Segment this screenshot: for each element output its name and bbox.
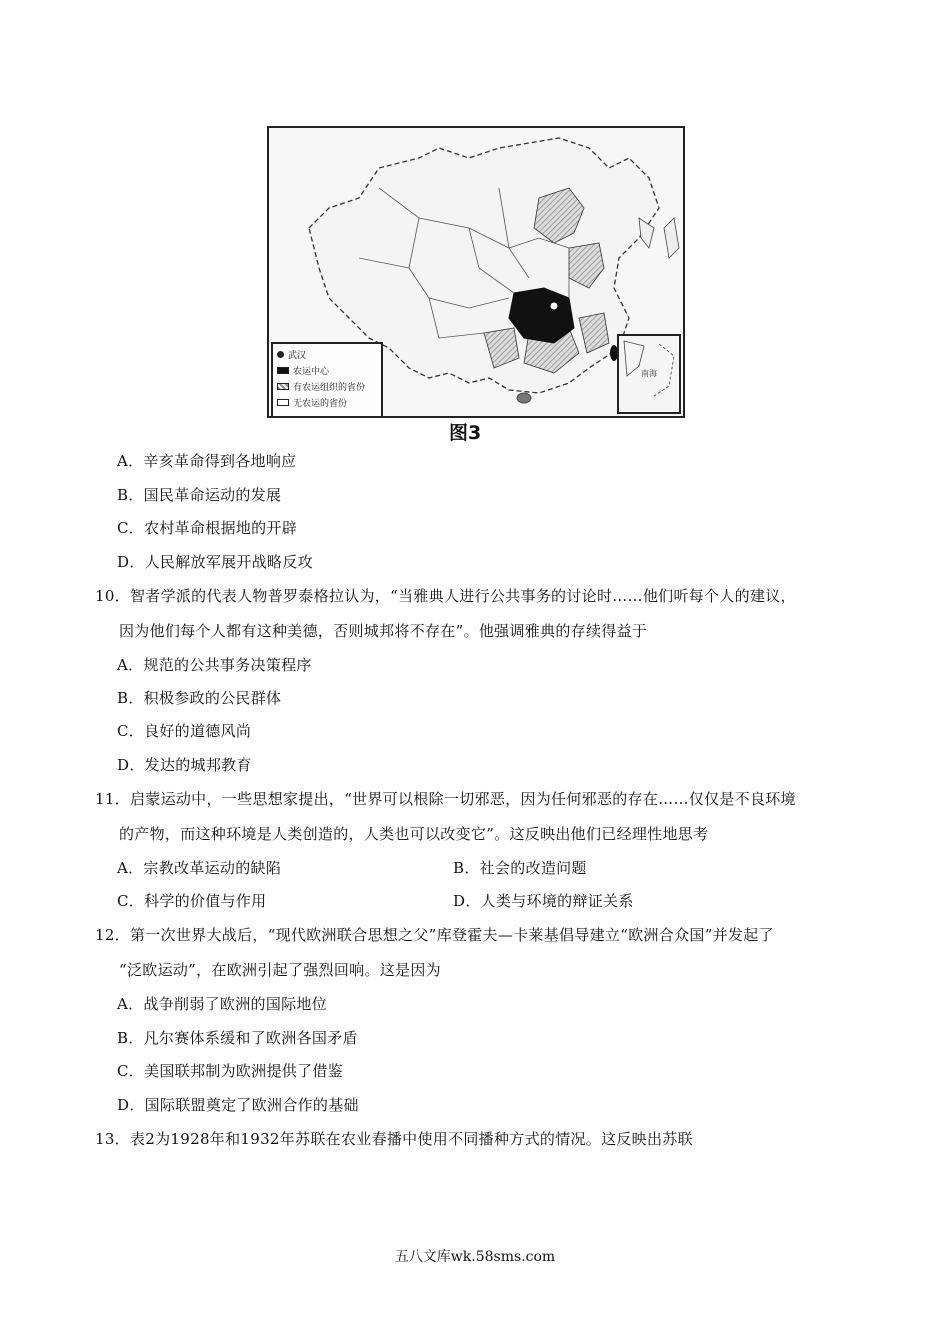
legend-item-wuhan (277, 348, 306, 360)
dot-icon (277, 351, 284, 358)
q12-stem-cont: “泛欧运动”，在欧洲引起了强烈回响。这是因为 (119, 961, 441, 979)
black-fill-icon (277, 367, 289, 374)
q10-option-d: D．发达的城邦教育 (117, 756, 252, 774)
q10-option-b: B．积极参政的公民群体 (117, 689, 282, 707)
wuhan-dot (551, 303, 557, 309)
q12-option-a: A．战争削弱了欧洲的国际地位 (117, 995, 328, 1013)
q10-option-a: A．规范的公共事务决策程序 (117, 656, 312, 674)
hatch-fill-icon (277, 383, 289, 390)
q10-option-c: C．良好的道德风尚 (117, 722, 252, 740)
figure-caption: 图3 (449, 422, 482, 444)
q10-stem: 10．智者学派的代表人物普罗泰格拉认为，“当雅典人进行公共事务的讨论时……他们听每个人的建议， (95, 587, 796, 605)
q9-option-b: B．国民革命运动的发展 (117, 486, 282, 504)
q11-option-a: A．宗教改革运动的缺陷 (117, 859, 282, 877)
q12-option-b: B．凡尔赛体系缓和了欧洲各国矛盾 (117, 1029, 358, 1047)
q11-option-d: D．人类与环境的辩证关系 (453, 892, 634, 910)
legend-item-center (277, 364, 329, 376)
legend-item-organized (277, 380, 365, 392)
q11-option-b: B．社会的改造问题 (453, 859, 587, 877)
q11-stem: 11．启蒙运动中，一些思想家提出，“世界可以根除一切邪恶，因为任何邪恶的存在……仅仅是不良环境 (95, 790, 796, 808)
q12-option-d: D．国际联盟奠定了欧洲合作的基础 (117, 1096, 359, 1114)
q12-stem: 12．第一次世界大战后，“现代欧洲联合思想之父”库登霍夫—卡莱基倡导建立“欧洲合众国”并发起了 (95, 926, 774, 944)
page-footer: 五八文库wk.58sms.com (394, 1249, 556, 1265)
plain-fill-icon (277, 399, 289, 406)
q12-option-c: C．美国联邦制为欧洲提供了借鉴 (117, 1062, 343, 1080)
map-figure (253, 122, 695, 444)
q9-option-c: C．农村革命根据地的开辟 (117, 519, 298, 537)
hainan-island (517, 393, 531, 403)
china-map (267, 126, 685, 418)
q10-stem-cont: 因为他们每个人都有这种美德，否则城邦将不存在”。他强调雅典的存续得益于 (119, 622, 648, 640)
q13-stem: 13．表2为1928年和1932年苏联在农业春播中使用不同播种方式的情况。这反映出苏联 (95, 1130, 693, 1148)
legend-label: 有农运组织的省份 (293, 382, 366, 393)
legend-label: 农运中心 (293, 366, 330, 377)
q11-stem-cont: 的产物，而这种环境是人类创造的，人类也可以改变它”。这反映出他们已经理性地思考 (119, 825, 709, 843)
legend-item-none (277, 396, 347, 408)
q9-option-d: D．人民解放军展开战略反攻 (117, 553, 313, 571)
map-legend (271, 342, 383, 418)
inset-drawing (619, 336, 679, 412)
inset-label: 南海 (641, 369, 657, 378)
q9-option-a: A．辛亥革命得到各地响应 (117, 452, 297, 470)
south-china-sea-inset (617, 334, 681, 414)
legend-label: 武汉 (288, 350, 307, 361)
q11-option-c: C．科学的价值与作用 (117, 892, 267, 910)
legend-label: 无农运的省份 (293, 398, 348, 409)
